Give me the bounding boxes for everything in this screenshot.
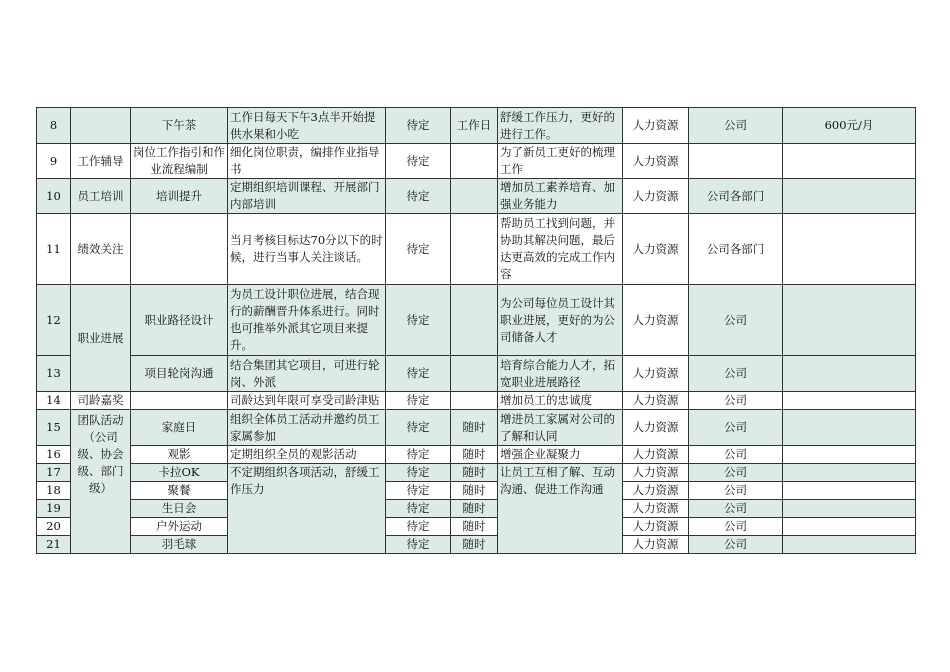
- row-number: 21: [37, 536, 71, 554]
- content-cell: 当月考核目标达70分以下的时候，进行当事人关注谈话。: [228, 214, 386, 285]
- item-cell: 下午茶: [131, 108, 228, 144]
- row-number: 17: [37, 464, 71, 482]
- time-cell: 随时: [451, 446, 498, 464]
- table-row: [37, 356, 916, 392]
- row-number: 13: [37, 356, 71, 392]
- row-number: 8: [37, 108, 71, 144]
- item-cell: 职业路径设计: [131, 285, 228, 356]
- budget-cell: [783, 410, 916, 446]
- content-cell: 司龄达到年限可享受司龄津贴: [228, 392, 386, 410]
- status-cell: 待定: [386, 179, 451, 214]
- owner-cell: 人力资源: [623, 500, 689, 518]
- scope-cell: 公司: [689, 482, 783, 500]
- item-cell: 项目轮岗沟通: [131, 356, 228, 392]
- scope-cell: 公司: [689, 410, 783, 446]
- status-cell: 待定: [386, 285, 451, 356]
- owner-cell: 人力资源: [623, 144, 689, 179]
- purpose-cell: 培育综合能力人才，拓宽职业进展路径: [498, 356, 623, 392]
- content-cell: 结合集团其它项目，可进行轮岗、外派: [228, 356, 386, 392]
- status-cell: 待定: [386, 214, 451, 285]
- table-row: [37, 518, 916, 536]
- scope-cell: 公司: [689, 500, 783, 518]
- purpose-cell: 增加员工素养培育、加强业务能力: [498, 179, 623, 214]
- item-cell: [131, 214, 228, 285]
- time-cell: 随时: [451, 536, 498, 554]
- table-row: [37, 410, 916, 446]
- status-cell: 待定: [386, 500, 451, 518]
- purpose-cell: 增进员工家属对公司的了解和认同: [498, 410, 623, 446]
- row-number: 14: [37, 392, 71, 410]
- purpose-cell: 增加员工的忠诚度: [498, 392, 623, 410]
- category-cell: 职业进展: [71, 285, 131, 392]
- table-row: [37, 482, 916, 500]
- owner-cell: 人力资源: [623, 410, 689, 446]
- time-cell: 随时: [451, 518, 498, 536]
- purpose-cell: 为公司每位员工设计其职业进展，更好的为公司储备人才: [498, 285, 623, 356]
- table-row: [37, 214, 916, 285]
- item-cell: 观影: [131, 446, 228, 464]
- table-row: [37, 464, 916, 482]
- owner-cell: 人力资源: [623, 179, 689, 214]
- category-cell: [71, 108, 131, 144]
- purpose-cell: 增强企业凝聚力: [498, 446, 623, 464]
- owner-cell: 人力资源: [623, 464, 689, 482]
- status-cell: 待定: [386, 356, 451, 392]
- time-cell: [451, 214, 498, 285]
- budget-cell: [783, 482, 916, 500]
- purpose-cell: 舒缓工作压力，更好的进行工作。: [498, 108, 623, 144]
- scope-cell: 公司: [689, 356, 783, 392]
- owner-cell: 人力资源: [623, 482, 689, 500]
- table-row: [37, 536, 916, 554]
- owner-cell: 人力资源: [623, 518, 689, 536]
- content-cell: 细化岗位职责，编排作业指导书: [228, 144, 386, 179]
- item-cell: [131, 392, 228, 410]
- table-row: [37, 392, 916, 410]
- item-cell: 培训提升: [131, 179, 228, 214]
- owner-cell: 人力资源: [623, 285, 689, 356]
- category-cell: 绩效关注: [71, 214, 131, 285]
- time-cell: [451, 285, 498, 356]
- budget-cell: [783, 214, 916, 285]
- status-cell: 待定: [386, 446, 451, 464]
- item-cell: 卡拉OK: [131, 464, 228, 482]
- budget-cell: [783, 446, 916, 464]
- budget-cell: [783, 144, 916, 179]
- purpose-cell: 让员工互相了解、互动沟通、促进工作沟通: [498, 464, 623, 554]
- budget-cell: [783, 285, 916, 356]
- budget-cell: [783, 500, 916, 518]
- scope-cell: 公司: [689, 464, 783, 482]
- time-cell: [451, 356, 498, 392]
- content-cell: 工作日每天下午3点半开始提供水果和小吃: [228, 108, 386, 144]
- status-cell: 待定: [386, 392, 451, 410]
- time-cell: [451, 392, 498, 410]
- content-cell: 组织全体员工活动并邀约员工家属参加: [228, 410, 386, 446]
- row-number: 20: [37, 518, 71, 536]
- purpose-cell: 帮助员工找到问题，并协助其解决问题，最后达更高效的完成工作内容: [498, 214, 623, 285]
- category-cell: 司龄嘉奖: [71, 392, 131, 410]
- purpose-cell: 为了新员工更好的梳理工作: [498, 144, 623, 179]
- category-cell: 团队活动（公司级、协会级、部门级）: [71, 410, 131, 554]
- status-cell: 待定: [386, 464, 451, 482]
- budget-cell: 600元/月: [783, 108, 916, 144]
- item-cell: 聚餐: [131, 482, 228, 500]
- scope-cell: 公司: [689, 108, 783, 144]
- status-cell: 待定: [386, 410, 451, 446]
- time-cell: [451, 179, 498, 214]
- welfare-plan-table: [36, 107, 916, 554]
- scope-cell: 公司: [689, 536, 783, 554]
- owner-cell: 人力资源: [623, 446, 689, 464]
- row-number: 9: [37, 144, 71, 179]
- owner-cell: 人力资源: [623, 214, 689, 285]
- time-cell: 随时: [451, 410, 498, 446]
- row-number: 12: [37, 285, 71, 356]
- item-cell: 羽毛球: [131, 536, 228, 554]
- table-row: [37, 179, 916, 214]
- row-number: 18: [37, 482, 71, 500]
- owner-cell: 人力资源: [623, 356, 689, 392]
- budget-cell: [783, 464, 916, 482]
- category-cell: 工作辅导: [71, 144, 131, 179]
- scope-cell: 公司: [689, 446, 783, 464]
- time-cell: [451, 144, 498, 179]
- item-cell: 户外运动: [131, 518, 228, 536]
- owner-cell: 人力资源: [623, 536, 689, 554]
- status-cell: 待定: [386, 536, 451, 554]
- category-cell: 员工培训: [71, 179, 131, 214]
- content-cell: 定期组织全员的观影活动: [228, 446, 386, 464]
- row-number: 10: [37, 179, 71, 214]
- table-row: [37, 144, 916, 179]
- time-cell: 随时: [451, 464, 498, 482]
- table-row: [37, 108, 916, 144]
- budget-cell: [783, 179, 916, 214]
- item-cell: 生日会: [131, 500, 228, 518]
- row-number: 16: [37, 446, 71, 464]
- scope-cell: 公司各部门: [689, 214, 783, 285]
- table-row: [37, 500, 916, 518]
- scope-cell: [689, 144, 783, 179]
- time-cell: 随时: [451, 482, 498, 500]
- content-cell: 不定期组织各项活动，舒缓工作压力: [228, 464, 386, 554]
- budget-cell: [783, 356, 916, 392]
- table-row: [37, 446, 916, 464]
- item-cell: 岗位工作指引和作业流程编制: [131, 144, 228, 179]
- budget-cell: [783, 536, 916, 554]
- scope-cell: 公司: [689, 518, 783, 536]
- owner-cell: 人力资源: [623, 108, 689, 144]
- status-cell: 待定: [386, 144, 451, 179]
- status-cell: 待定: [386, 108, 451, 144]
- status-cell: 待定: [386, 518, 451, 536]
- budget-cell: [783, 518, 916, 536]
- status-cell: 待定: [386, 482, 451, 500]
- table-row: [37, 285, 916, 356]
- scope-cell: 公司: [689, 285, 783, 356]
- row-number: 15: [37, 410, 71, 446]
- scope-cell: 公司各部门: [689, 179, 783, 214]
- owner-cell: 人力资源: [623, 392, 689, 410]
- content-cell: 为员工设计职位进展，结合现行的薪酬晋升体系进行。同时也可推举外派其它项目来提升。: [228, 285, 386, 356]
- row-number: 11: [37, 214, 71, 285]
- scope-cell: 公司: [689, 392, 783, 410]
- row-number: 19: [37, 500, 71, 518]
- budget-cell: [783, 392, 916, 410]
- time-cell: 随时: [451, 500, 498, 518]
- item-cell: 家庭日: [131, 410, 228, 446]
- time-cell: 工作日: [451, 108, 498, 144]
- content-cell: 定期组织培训课程、开展部门内部培训: [228, 179, 386, 214]
